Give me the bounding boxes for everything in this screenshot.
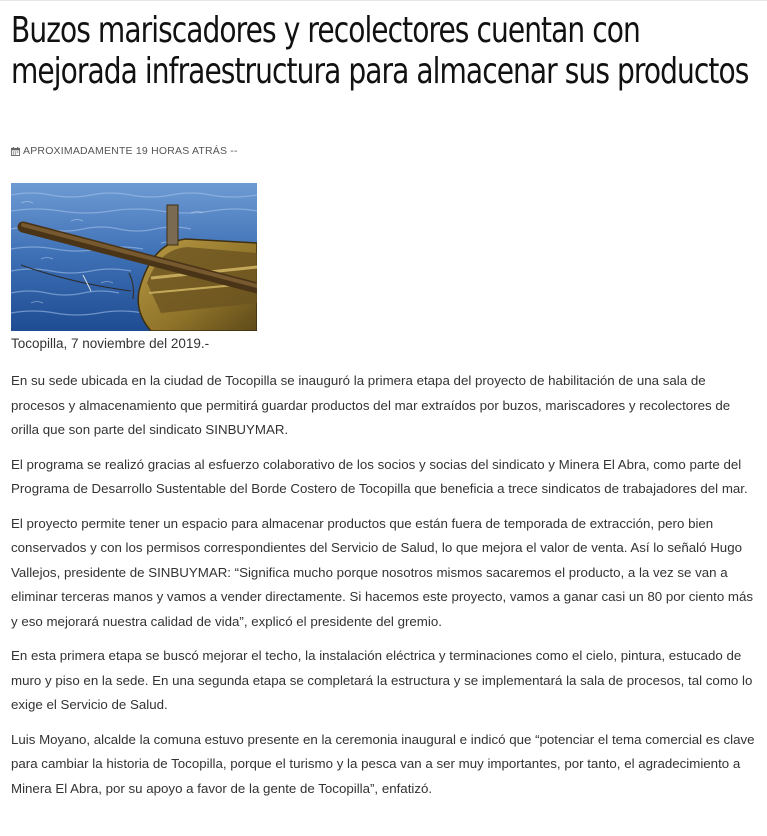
article-title: Buzos mariscadores y recolectores cuentan con mejorada infraestructura para almacenar sus productos [11,10,749,92]
top-divider [0,0,767,1]
article-date: APROXIMADAMENTE 19 HORAS ATRÁS -- [23,145,238,157]
article-paragraph: El programa se realizó gracias al esfuerzo colaborativo de los socios y socias del sindicato y Minera El Abra, como parte del Programa de Desarrollo Sustentable del Borde Costero de Tocopilla que beneficia a trece sindicatos de trabajadores del mar. [11,456,748,496]
article-meta [11,145,238,157]
article-image [11,183,257,331]
article-paragraph: El proyecto permite tener un espacio para almacenar productos que están fuera de temporada de extracción, pero bien conservados y con los permisos correspondientes del Servicio de Salud, lo que mejora el valor de venta. Así lo señaló Hugo Vallejos, presidente de SINBUYMAR: “Significa mucho porque nosotros mismos sacaremos el producto, a la vez se van a eliminar terceras manos y vamos a vender directamente. Si hacemos este proyecto, vamos a ganar casi un 80 por ciento más y eso mejorará nuestra calidad de vida”, explicó el presidente del gremio. [11,515,754,629]
article-paragraph: En su sede ubicada en la ciudad de Tocopilla se inauguró la primera etapa del proyecto de habilitación de una sala de procesos y almacenamiento que permitirá guardar productos del mar extraídos por buzos, mariscadores y recolectores de orilla que son parte del sindicato SINBUYMAR. [11,373,731,437]
article-paragraph: En esta primera etapa se buscó mejorar el techo, la instalación eléctrica y terminaciones como el cielo, pintura, estucado de muro y piso en la sede. En una segunda etapa se completará la estructura y se implementará la sala de procesos, tal como lo exige el Servicio de Salud. [11,648,753,712]
article-paragraph: Luis Moyano, alcalde la comuna estuvo presente en la ceremonia inaugural e indicó que “potenciar el tema comercial es clave para cambiar la historia de Tocopilla, porque el turismo y la pesca van a ser muy importantes, por tanto, el agradecimiento a Minera El Abra, por su apoyo a favor de la gente de Tocopilla”, enfatizó. [11,731,755,796]
rowboat-image [11,183,257,331]
news-article [11,10,756,796]
calendar-icon [11,147,20,156]
article-body [11,369,756,811]
article-caption: Tocopilla, 7 noviembre del 2019.- [11,336,210,351]
